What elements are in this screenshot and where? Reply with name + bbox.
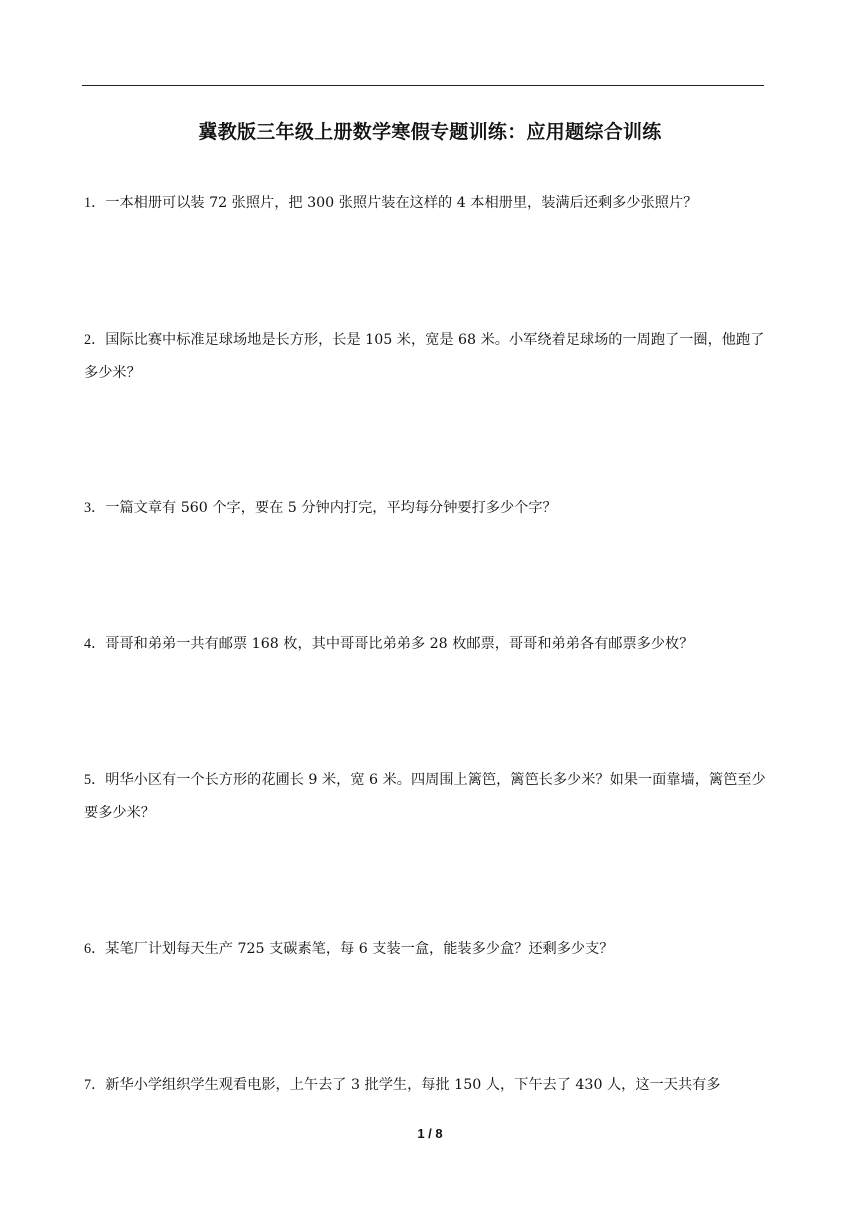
question-text: 新华小学组织学生观看电影，上午去了 3 批学生，每批 150 人，下午去了 430 人，这一天共有多 [105,1077,721,1093]
question-text: 某笔厂计划每天生产 725 支碳素笔，每 6 支装一盒，能装多少盒？还剩多少支？ [105,941,614,957]
question-text: 一篇文章有 560 个字，要在 5 分钟内打完，平均每分钟要打多少个字？ [105,500,557,516]
question-4 [84,628,776,661]
question-7 [84,1069,776,1102]
question-number: 4． [84,636,106,652]
question-number: 3． [84,500,106,516]
question-1 [84,187,776,220]
question-number: 1． [84,195,106,211]
question-text: 一本相册可以装 72 张照片，把 300 张照片装在这样的 4 本相册里，装满后还剩多少张照片？ [105,195,698,211]
question-text: 哥哥和弟弟一共有邮票 168 枚，其中哥哥比弟弟多 28 枚邮票，哥哥和弟弟各有邮票多少枚？ [105,636,694,652]
question-number: 5． [84,772,106,788]
question-3 [84,492,776,525]
document-title: 冀教版三年级上册数学寒假专题训练：应用题综合训练 [198,121,662,143]
question-text: 明华小区有一个长方形的花圃长 9 米，宽 6 米。四周围上篱笆，篱笆长多少米？如果一面靠墙，篱笆至少要多少米？ [84,772,766,821]
question-5 [84,764,776,830]
page-number: 1 / 8 [417,1126,443,1141]
question-number: 7． [84,1077,106,1093]
question-6 [84,933,776,966]
question-number: 2． [84,332,106,348]
header-rule [82,85,764,86]
question-text: 国际比赛中标准足球场地是长方形，长是 105 米，宽是 68 米。小军绕着足球场的一周跑了一圈，他跑了多少米？ [84,332,765,381]
question-number: 6． [84,941,106,957]
question-2 [84,324,776,390]
